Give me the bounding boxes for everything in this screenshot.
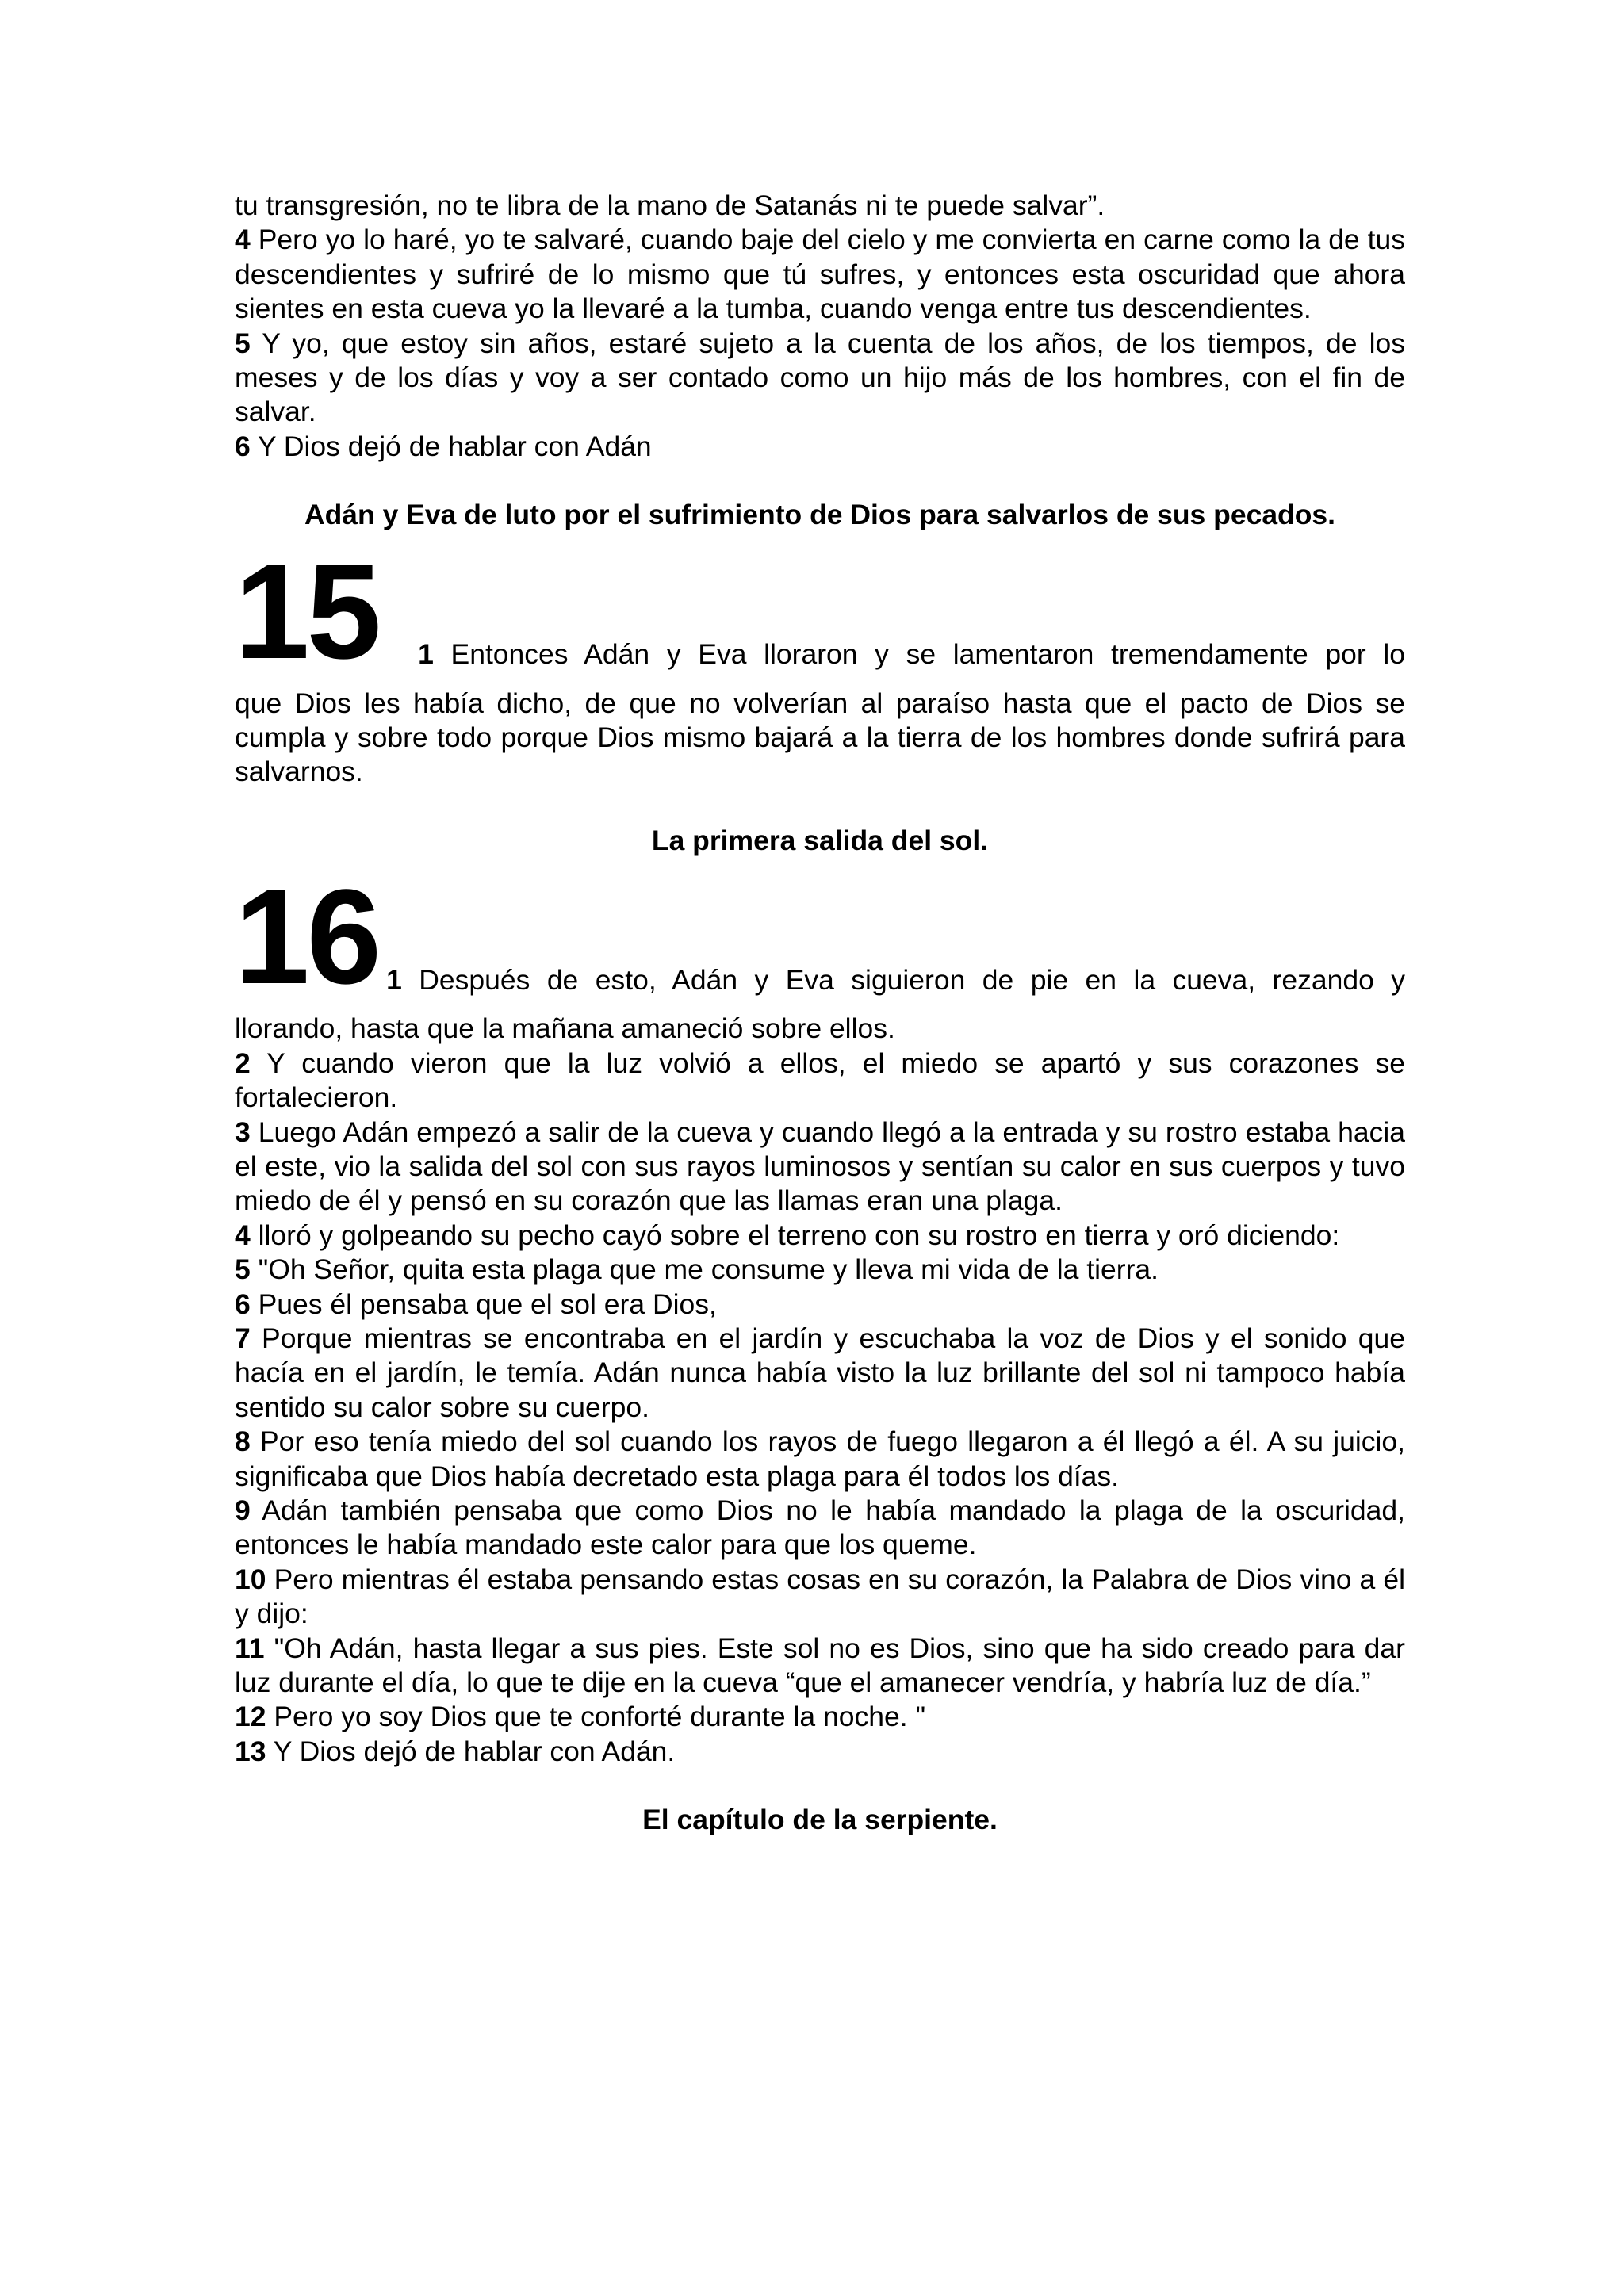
verse	[235, 1219, 1405, 1253]
verse	[235, 1494, 1405, 1563]
verse-text: lloró y golpeando su pecho cayó sobre el terreno con su rostro en tierra y oró diciendo:	[250, 1219, 1340, 1251]
verse-number: 5	[235, 1253, 251, 1286]
verse-number: 12	[235, 1701, 266, 1733]
chapter-16-continuation: llorando, hasta que la mañana amaneció sobre ellos.	[235, 1012, 895, 1045]
verse-number: 9	[235, 1494, 251, 1526]
verse-text: Pero yo soy Dios que te conforté durante la noche. "	[266, 1701, 926, 1733]
chapter-first-line: 1 Entonces Adán y Eva lloraron y se lamentaron tremendamente por lo	[418, 638, 1405, 671]
verse-text: "Oh Señor, quita esta plaga que me consume y lleva mi vida de la tierra.	[250, 1253, 1159, 1286]
verse-number: 10	[235, 1563, 266, 1595]
verse-text: Porque mientras se encontraba en el jardín y escuchaba la voz de Dios y el sonido que hacía en el jardín, le temía. Adán nunca había visto la luz brillante del sol ni tampoco había sentido su calor sobre su cuerpo.	[235, 1322, 1405, 1423]
verse-number: 6	[235, 1288, 251, 1320]
chapter-number: 16	[235, 862, 379, 1013]
verse	[235, 1322, 1405, 1425]
verse-6	[235, 430, 1405, 464]
verse	[235, 1735, 1405, 1769]
verse-text: "Oh Adán, hasta llegar a sus pies. Este sol no es Dios, sino que ha sido creado para dar luz durante el día, lo que te dije en la cueva “que el amanecer vendría, y habría luz de día.”	[235, 1632, 1405, 1698]
verse-number: 11	[235, 1632, 265, 1664]
verse-number: 8	[235, 1425, 251, 1458]
verse-text: Pues él pensaba que el sol era Dios,	[250, 1288, 717, 1320]
verse-number: 2	[235, 1047, 251, 1079]
verse-number: 4	[235, 1219, 251, 1251]
chapter-15-start	[235, 536, 1405, 687]
verse-number: 5	[235, 327, 251, 359]
verse-number: 3	[235, 1115, 251, 1148]
chapter-first-line: 1 Después de esto, Adán y Eva siguieron de pie en la cueva, rezando y	[386, 963, 1405, 996]
verse-number: 1	[386, 963, 402, 996]
verse	[235, 1425, 1405, 1494]
section-heading: El capítulo de la serpiente.	[642, 1804, 998, 1836]
verse	[235, 1632, 1405, 1701]
verse-5	[235, 327, 1405, 430]
chapter-number: 15	[235, 536, 379, 687]
verse	[235, 1563, 1405, 1632]
verse-text: Pero yo lo haré, yo te salvaré, cuando baje del cielo y me convierta en carne como la de tus descendientes y sufriré de lo mismo que tú sufres, y entonces esta oscuridad que ahora sientes en esta cueva yo la llevaré a la tumba, cuando venga entre tus descendientes.	[235, 224, 1405, 325]
verse	[235, 1288, 1405, 1322]
chapter-16-start	[235, 862, 1405, 1013]
verse-number: 6	[235, 430, 251, 462]
section-heading: La primera salida del sol.	[651, 824, 989, 856]
document-page	[235, 189, 1405, 1838]
verse	[235, 1253, 1405, 1287]
verse-number: 1	[418, 638, 434, 671]
section-heading: Adán y Eva de luto por el sufrimiento de Dios para salvarlos de sus pecados.	[304, 499, 1336, 531]
verse	[235, 1115, 1405, 1219]
verse-text: Adán también pensaba que como Dios no le había mandado la plaga de la oscuridad, entonces le había mandado este calor para que los queme.	[235, 1494, 1405, 1561]
verse-text: Pero mientras él estaba pensando estas cosas en su corazón, la Palabra de Dios vino a él y dijo:	[235, 1563, 1405, 1630]
verse-number: 4	[235, 224, 251, 256]
verse-number: 13	[235, 1735, 266, 1767]
verse-text: Y Dios dejó de hablar con Adán	[250, 430, 652, 462]
verse-text: Y Dios dejó de hablar con Adán.	[266, 1735, 676, 1767]
verse	[235, 1047, 1405, 1115]
verse-text: Y yo, que estoy sin años, estaré sujeto a la cuenta de los años, de los tiempos, de los meses y de los días y voy a ser contado como un hijo más de los hombres, con el fin de salvar.	[235, 327, 1405, 428]
verse-text: Y cuando vieron que la luz volvió a ellos, el miedo se apartó y sus corazones se fortalecieron.	[235, 1047, 1405, 1114]
verse-number: 7	[235, 1322, 251, 1354]
verse-text: Por eso tenía miedo del sol cuando los rayos de fuego llegaron a él llegó a él. A su juicio, significaba que Dios había decretado esta plaga para él todos los días.	[235, 1425, 1405, 1492]
verse	[235, 1700, 1405, 1734]
verse-text: Luego Adán empezó a salir de la cueva y cuando llegó a la entrada y su rostro estaba hacia el este, vio la salida del sol con sus rayos luminosos y sentían su calor en sus cuerpos y tuvo miedo de él y pensó en su corazón que las llamas eran una plaga.	[235, 1115, 1405, 1217]
intro-line: tu transgresión, no te libra de la mano de Satanás ni te puede salvar”.	[235, 189, 1105, 221]
chapter-15-continuation: que Dios les había dicho, de que no volverían al paraíso hasta que el pacto de Dios se cumpla y sobre todo porque Dios mismo bajará a la tierra de los hombres donde sufrirá para salvarnos.	[235, 687, 1405, 788]
verse-4	[235, 223, 1405, 326]
